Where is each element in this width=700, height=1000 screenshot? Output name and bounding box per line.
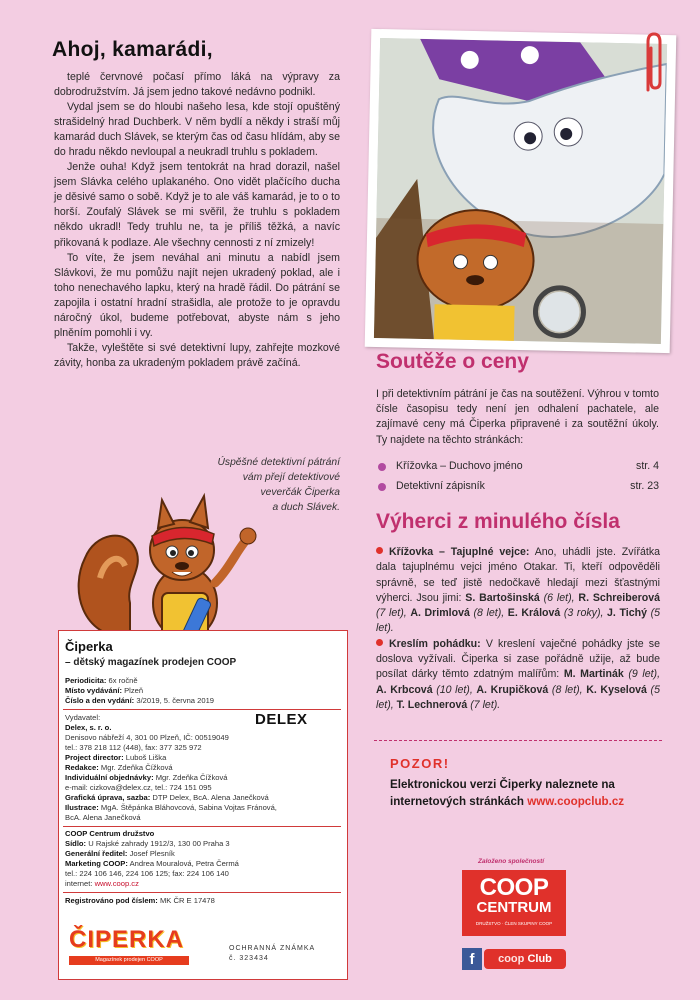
paperclip-icon <box>640 30 666 100</box>
imprint-email: e-mail: cizkova@delex.cz, tel.: 724 151 095 <box>65 783 212 792</box>
imprint-publisher-label: Vydavatel: <box>65 713 101 722</box>
imprint-coop-label: COOP Centrum družstvo <box>65 829 155 838</box>
delex-logo: DELEX <box>255 711 308 728</box>
imprint-periodicity: Periodicita: 6x ročně <box>65 676 138 685</box>
imprint-title: Čiperka <box>65 639 113 654</box>
notice-title: POZOR! <box>390 756 450 771</box>
squirrel-illustration <box>70 488 260 643</box>
imprint-place: Místo vydávání: Plzeň <box>65 686 144 695</box>
coop-club-logo[interactable] <box>462 948 566 970</box>
story-photo-frame <box>365 29 677 353</box>
ciperka-logo: ČIPERKA Magazínek prodejen COOP <box>69 926 209 966</box>
imprint-design: Grafická úprava, sazba: DTP Delex, BcA. Alena Janečková <box>65 793 269 802</box>
letter-paragraph: Takže, vyleštěte si své detektivní lupy, zahřejte mozkové závity, honba za ukradeným pokladem právě začíná. <box>54 341 340 369</box>
ghost-and-squirrel-illustration <box>374 38 667 344</box>
imprint-coop-phone: tel.: 224 106 146, 224 106 125; fax: 224 106 140 <box>65 869 229 878</box>
imprint-box <box>58 630 348 980</box>
winners-drawing: Kreslím pohádku: V kreslení vaječné pohádky jste se doslova vyžívali. Čiperka si zase pořádně užije, až bude posílat dárky těmto zdatným malířům: M. Martinák (9 let), A. Krbcová (10 let), A. Krupičková (8 let), K. Kyselová (5 let), T. Lechnerová (7 let). <box>376 637 661 711</box>
contest-intro: I při detektivním pátrání je čas na soutěžení. Výhrou v tomto čísle časopisu tedy není jen odhalení pachatele, ale zajímavé ceny má Čiperka připravené i za soutěžní úkoly. Ty najdete na těchto stránkách: <box>376 388 659 446</box>
signature-line: vám přejí detektivové <box>242 472 340 483</box>
letter-paragraph: Jenže ouha! Když jsem tentokrát na hrad dorazil, našel jsem Slávka celého uplakaného. Ono vidět plačícího ducha je děsivé samo o sobě. Když je to ale váš kamarád, je to o to horší. Zoufalý Slávek se mi svěřil, že truhlu s pokladem někdo ukradl! Tedy truhlu ne, ta je příliš těžká, a navíc přikovaná k podlaze. Ale všechny cennosti z ní zmizely! <box>54 161 340 249</box>
bullet-icon <box>376 639 383 646</box>
letter-title: Ahoj, kamarádi, <box>52 38 213 61</box>
signature-line: veverčák Čiperka <box>260 487 340 498</box>
trademark-note: OCHRANNÁ ZNÁMKA č. 323434 <box>229 945 316 962</box>
coop-club-badge[interactable]: coop Club <box>484 949 566 969</box>
imprint-editor: Redakce: Mgr. Zdeňka Čížková <box>65 763 173 772</box>
bullet-icon <box>378 463 386 471</box>
imprint-marketing: Marketing COOP: Andrea Mouralová, Petra Čermá <box>65 859 239 868</box>
imprint-internet: internet: www.coop.cz <box>65 879 139 888</box>
partner-caption: Založeno společností <box>478 858 545 865</box>
imprint-director: Generální ředitel: Josef Plesník <box>65 849 175 858</box>
facebook-icon[interactable]: f <box>462 948 482 970</box>
imprint-subtitle: – dětský magazínek prodejen COOP <box>65 657 237 668</box>
section-divider <box>374 740 662 741</box>
imprint-issue: Číslo a den vydání: 3/2019, 5. června 2019 <box>65 696 215 705</box>
imprint-illustration-2: BcA. Alena Janečková <box>65 813 141 822</box>
bullet-icon <box>376 547 383 554</box>
imprint-project-director: Project director: Luboš Liška <box>65 753 167 762</box>
imprint-seat: Sídlo: U Rajské zahrady 1912/3, 130 00 Praha 3 <box>65 839 230 848</box>
imprint-publisher-address: Denisovo nábřeží 4, 301 00 Plzeň, IČ: 00519049 <box>65 733 229 742</box>
imprint-publisher-phone: tel.: 378 218 112 (448), fax: 377 325 972 <box>65 743 202 752</box>
imprint-publisher-name: Delex, s. r. o. <box>65 723 112 732</box>
signature-line: a duch Slávek. <box>272 502 340 513</box>
letter-paragraph: Vydal jsem se do hloubi našeho lesa, kde stojí opuštěný strašidelný hrad Duchberk. V něm bydlí a někdy i straší můj kamarád duch Slávek, se kterým čas od času hlídám, aby se do hradu někdo nevloupal a neukradl truhlu s pokladem. <box>54 101 340 159</box>
coop-centrum-logo: COOP CENTRUM DRUŽSTVO · ČLEN SKUPINY COOP <box>462 870 566 936</box>
imprint-registration: Registrováno pod číslem: MK ČR E 17478 <box>65 896 215 905</box>
winners-title: Výherci z minulého čísla <box>376 510 620 533</box>
notice-body: Elektronickou verzi Čiperky naleznete na internetových stránkách www.coopclub.cz <box>390 778 625 808</box>
letter-paragraph: teplé červnové počasí přímo láká na výpravy za dobrodružstvím. Já jsem jedno takové nedávno podnikl. <box>54 71 340 99</box>
bullet-icon <box>378 483 386 491</box>
coop-link[interactable]: www.coop.cz <box>94 879 139 888</box>
letter-paragraph: To víte, že jsem neváhal ani minutu a nabídl jsem Slávkovi, že mu pomůžu najít nejen ukradený poklad, ale i toho nenechavého lapku, který na hradě řádil. Do pátrání se zapojila i ostatní hradní strašidla, ale protože to je opravdu náročný úkol, budeme potřebovat, abyste nám s jeho plněním pomohli i vy. <box>54 251 340 339</box>
imprint-illustration: Ilustrace: MgA. Štěpánka Bláhovcová, Sabina Vojtas Fránová, <box>65 803 277 812</box>
signature-line: Úspěšné detektivní pátrání <box>217 457 340 468</box>
coopclub-link[interactable]: www.coopclub.cz <box>527 795 625 808</box>
winners-crossword: Křížovka – Tajuplné vejce: Ano, uhádli jste. Zvířátka dala tajuplnému vejci jméno Otakar. Ti, kteří odpověděli správně, se teď jistě nedočkavě hledají mezi šťastnými výherci. Jsou jimi: S. Bartošinská (6 let), R. Schreiberová (7 let), A. Drimlová (8 let), E. Králová (3 roky), J. Tichý (5 let). <box>376 546 661 635</box>
letter-body <box>54 70 340 371</box>
contest-title: Soutěže o ceny <box>376 350 529 373</box>
imprint-orders: Individuální objednávky: Mgr. Zdeňka Čížková <box>65 773 228 782</box>
winners-body <box>376 545 660 713</box>
